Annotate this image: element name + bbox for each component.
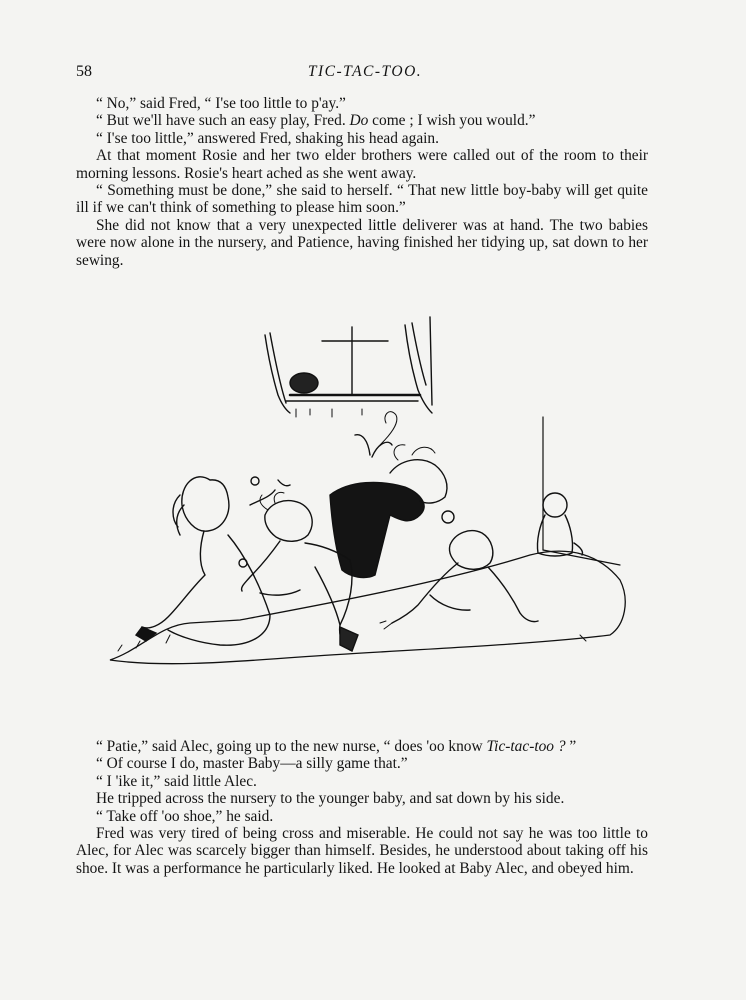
running-title: TIC-TAC-TOO. <box>307 63 423 80</box>
nursery-illustration <box>100 305 660 685</box>
top-text-block <box>76 95 648 269</box>
paragraph: “ I'se too little,” answered Fred, shaking his head again. <box>96 129 439 147</box>
girl-figure <box>136 477 290 645</box>
paragraph: “ Take off 'oo shoe,” he said. <box>96 807 274 825</box>
paragraph: “ No,” said Fred, “ I'se too little to p'ay.” <box>96 95 346 112</box>
paragraph: “ Patie,” said Alec, going up to the new nurse, “ does 'oo know Tic-tac-too ? ” <box>96 738 577 755</box>
page-number: 58 <box>76 63 92 80</box>
boy-dark-suit-figure <box>330 435 454 578</box>
paragraph: At that moment Rosie and her two elder brothers were called out of the room to their morning lessons. Rosie's heart ached as she went away. <box>76 147 648 182</box>
paragraph: “ Of course I do, master Baby—a silly game that.” <box>96 755 408 773</box>
running-head <box>76 63 654 85</box>
paragraph: Fred was very tired of being cross and miserable. He could not say he was too little to Alec, for Alec was scarcely bigger than himself. Besides, he understood about taking off his shoe. It was a performance he particularly liked. He looked at Baby Alec, and obeyed him. <box>76 825 648 877</box>
paragraph: She did not know that a very unexpected little deliverer was at hand. The two babies were now alone in the nursery, and Patience, having finished her tidying up, sat down to her sewing. <box>76 216 648 269</box>
paragraph: “ But we'll have such an easy play, Fred. Do come ; I wish you would.” <box>96 112 536 130</box>
window-drawing <box>265 317 432 417</box>
baby-crawling-figure <box>380 531 538 629</box>
paragraph: “ I 'ike it,” said little Alec. <box>96 772 257 790</box>
paragraph: “ Something must be done,” she said to herself. “ That new little boy-baby will get quite ill if we can't think of something to please him soon.” <box>76 182 648 217</box>
bottom-text-block <box>76 738 648 877</box>
children-playing-drawing <box>100 305 660 685</box>
doll-figure <box>537 493 582 556</box>
paragraph: He tripped across the nursery to the younger baby, and sat down by his side. <box>96 790 565 808</box>
